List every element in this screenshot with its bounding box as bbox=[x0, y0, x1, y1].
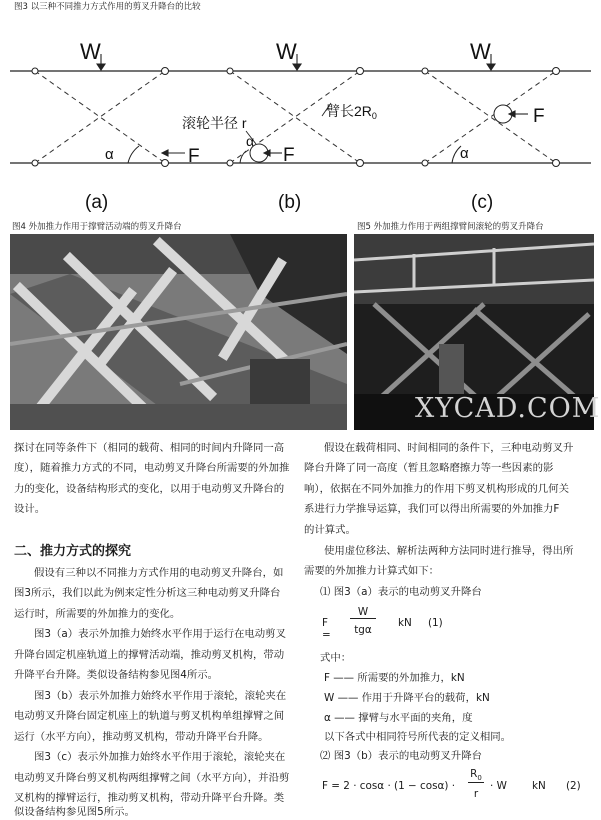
eq2-unit: kN bbox=[532, 780, 546, 792]
left-paragraph-line: 图3（c）表示外加推力始终水平作用于滚轮，滚轮夹在 bbox=[34, 751, 286, 763]
left-paragraph-line: 升降台固定机座轨道上的撑臂活动端，推动剪叉机构，带动 bbox=[14, 649, 285, 661]
right-paragraph-line: 式中： bbox=[320, 652, 352, 664]
left-paragraph-line: 图3所示，我们以此为例来定性分析这三种电动剪叉升降台 bbox=[14, 587, 281, 599]
eq1-number: (1) bbox=[428, 617, 443, 629]
f-label-a: F bbox=[188, 146, 200, 167]
eq1-unit: kN bbox=[398, 617, 412, 629]
section-heading: 二、推力方式的探究 bbox=[14, 544, 132, 559]
left-paragraph-line: 设计。 bbox=[14, 503, 46, 515]
symbol-definition: F —— 所需要的外加推力，kN bbox=[324, 672, 465, 684]
f-label-c: F bbox=[533, 106, 545, 127]
panel-a-label: (a) bbox=[85, 192, 109, 213]
eq2-lhs: F = 2 · cosα · (1 − cosα) · bbox=[322, 780, 456, 792]
fig4-caption: 图4 外加推力作用于撑臂活动端的剪叉升降台 bbox=[12, 222, 182, 232]
eq1-numerator: W bbox=[350, 606, 376, 619]
eq2-denominator: r bbox=[473, 788, 479, 800]
eq1-lhs: F = bbox=[322, 617, 331, 641]
left-paragraph-line: 运行时，所需要的外加推力的变化。 bbox=[14, 608, 181, 620]
right-paragraph-line: 响），依据在不同外加推力的作用下剪叉机构形成的几何关 bbox=[304, 483, 569, 495]
eq1-denominator: tgα bbox=[354, 624, 372, 636]
left-paragraph-line: 探讨在同等条件下（相同的载荷、相同的时间内升降同一高 bbox=[14, 442, 285, 454]
w-label-b: W bbox=[276, 39, 297, 64]
left-paragraph-line: 力的变化，设备结构形式的变化，以用于电动剪叉升降台的 bbox=[14, 483, 285, 495]
alpha-label-a: α bbox=[105, 146, 114, 163]
eq2-tail: · W bbox=[490, 780, 507, 792]
left-paragraph-line: 电动剪叉升降台固定机座上的轨道与剪叉机构单组撑臂之间 bbox=[14, 710, 285, 722]
left-paragraph-line: 图3（b）表示外加推力始终水平作用于滚轮，滚轮夹在 bbox=[34, 690, 287, 702]
fig5-caption: 图5 外加推力作用于两组撑臂间滚轮的剪叉升降台 bbox=[357, 222, 544, 232]
right-paragraph-line: 需要的外加推力计算式如下： bbox=[304, 565, 440, 577]
f-label-b: F bbox=[283, 145, 295, 166]
alpha-label-b: α bbox=[246, 133, 255, 149]
left-paragraph-line: 运行（水平方向），推动剪叉机构，带动升降平台升降。 bbox=[14, 731, 269, 743]
right-paragraph-line: 使用虚位移法、解析法两种方法同时进行推导，得出所 bbox=[324, 545, 574, 557]
equation-2 bbox=[322, 768, 592, 804]
roller-radius-label: 滚轮半径 r bbox=[182, 115, 247, 131]
eq2-numerator: $R_0$ bbox=[468, 768, 484, 783]
right-paragraph-line: 系进行力学推导运算，我们可以得出所需要的外加推力F bbox=[304, 503, 560, 515]
w-label-c: W bbox=[470, 39, 491, 64]
watermark: XYCAD.COM bbox=[415, 393, 601, 424]
right-paragraph-line: ⑴ 图3（a）表示的电动剪叉升降台 bbox=[320, 586, 482, 598]
symbol-definition: α —— 撑臂与水平面的夹角，度 bbox=[324, 712, 473, 724]
left-paragraph-line: 图3（a）表示外加推力始终水平作用于运行在电动剪叉 bbox=[34, 628, 286, 640]
left-paragraph-line: 升降平台升降。类似设备结构参见图4所示。 bbox=[14, 669, 219, 681]
eq2-number: (2) bbox=[566, 780, 581, 792]
left-paragraph-line: 似设备结构参见图5所示。 bbox=[14, 806, 135, 818]
w-label-a: W bbox=[80, 39, 101, 64]
left-paragraph-line: 度），随着推力方式的不同，电动剪叉升降台所需要的外加推 bbox=[14, 462, 290, 474]
left-paragraph-line: 电动剪叉升降台剪叉机构两组撑臂之间（水平方向），并沿剪 bbox=[14, 772, 290, 784]
fig4-photo bbox=[10, 234, 347, 430]
right-paragraph-line: 假设在载荷相同、时间相同的条件下，三种电动剪叉升 bbox=[324, 442, 574, 454]
fig3-diagram bbox=[0, 10, 601, 222]
panel-a-scissor bbox=[35, 71, 165, 163]
right-paragraph-line: 的计算式。 bbox=[304, 524, 356, 536]
alpha-label-c: α bbox=[460, 145, 469, 162]
right-paragraph-line: 以下各式中相同符号所代表的定义相同。 bbox=[324, 731, 512, 743]
fig3-caption: 图3 以三种不同推力方式作用的剪叉升降台的比较 bbox=[14, 2, 201, 12]
right-paragraph-line: ⑵ 图3（b）表示的电动剪叉升降台 bbox=[320, 750, 482, 762]
right-paragraph-line: 降台升降了同一高度（暂且忽略磨擦力等一些因素的影 bbox=[304, 462, 554, 474]
symbol-definition: W —— 作用于升降平台的载荷，kN bbox=[324, 692, 490, 704]
left-paragraph-line: 假设有三种以不同推力方式作用的电动剪叉升降台，如 bbox=[34, 567, 284, 579]
arm-length-label: 臂长$2R_0$ bbox=[326, 103, 377, 121]
left-paragraph-line: 叉机构的撑臂运行，推动剪叉机构，带动升降平台升降。类 bbox=[14, 792, 285, 804]
panel-c-label: (c) bbox=[471, 192, 494, 213]
panel-b-label: (b) bbox=[278, 192, 302, 213]
